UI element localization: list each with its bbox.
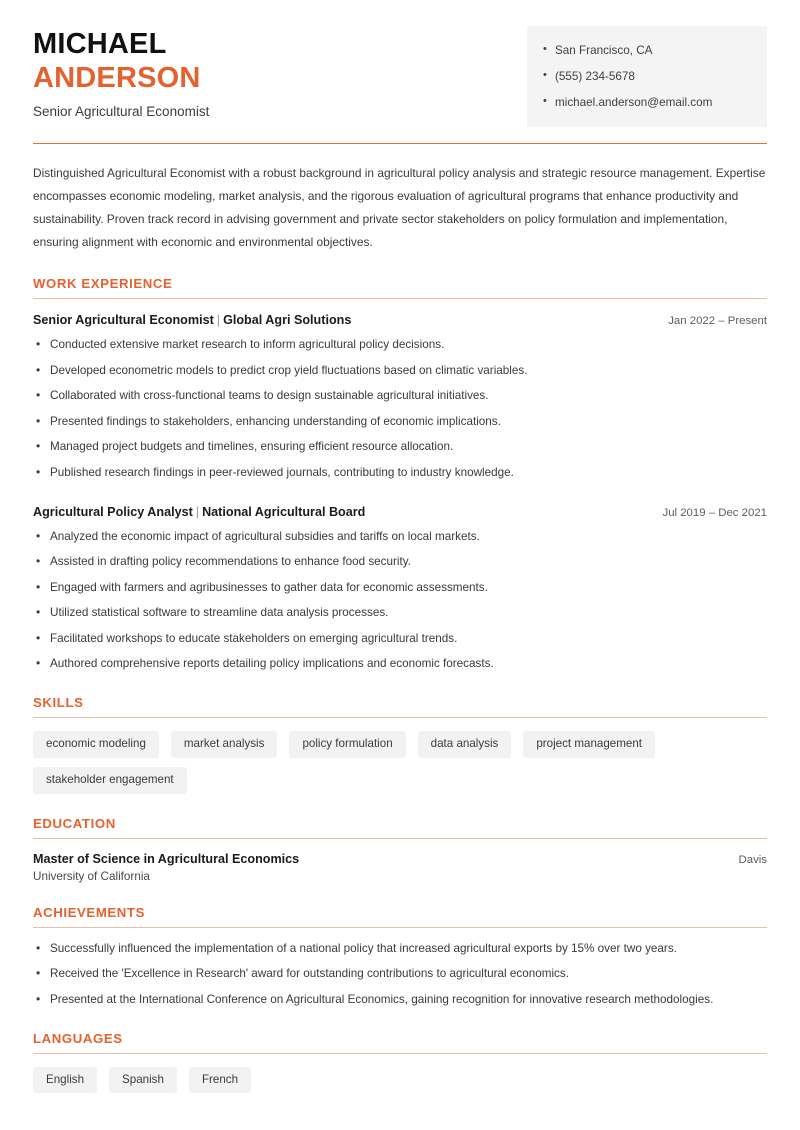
experience-date: Jul 2019 – Dec 2021	[662, 506, 767, 519]
experience-bullet: • Developed econometric models to predict crop yield fluctuations based on climatic variables.	[33, 363, 767, 380]
language-chip: French	[189, 1067, 251, 1094]
language-chip: Spanish	[109, 1067, 177, 1094]
achievements-list	[33, 941, 767, 1009]
section-education	[33, 816, 767, 883]
skills-chip-list	[33, 731, 767, 794]
achievement-item: • Presented at the International Conference on Agricultural Economics, gaining recognition for innovative research methodologies.	[33, 992, 767, 1009]
section-title-achievements: ACHIEVEMENTS	[33, 904, 145, 920]
section-rule-achievements	[33, 927, 767, 928]
experience-bullets	[33, 337, 767, 481]
contact-phone[interactable]: • (555) 234-5678	[541, 64, 751, 90]
professional-summary: Distinguished Agricultural Economist with a robust background in agricultural policy analysis and strategic resource management. Expertise encompasses economic modeling, market analysis, and the rigorous evaluation of agricultural programs that enhance productivity and sustainability. Proven track record in advising government and private sector stakeholders on policy formulation and implementation, ensuring alignment with economic and environmental objectives.	[33, 166, 766, 249]
experience-role-company	[33, 504, 365, 520]
experience-entry-header	[33, 312, 767, 328]
education-entry	[33, 852, 767, 883]
experience-entry-header	[33, 504, 767, 520]
contact-location: • San Francisco, CA	[541, 38, 751, 64]
role-company-separator: |	[216, 312, 221, 327]
section-rule-work-experience	[33, 298, 767, 299]
experience-bullet: • Engaged with farmers and agribusinesses to gather data for economic assessments.	[33, 580, 767, 597]
section-title-skills: SKILLS	[33, 695, 84, 711]
header-divider	[33, 143, 767, 144]
section-title-work-experience: WORK EXPERIENCE	[33, 275, 173, 291]
experience-bullet: • Analyzed the economic impact of agricultural subsidies and tariffs on local markets.	[33, 529, 767, 546]
experience-role: Senior Agricultural Economist	[33, 312, 214, 327]
experience-role-company	[33, 312, 351, 328]
contact-list	[541, 38, 751, 115]
education-entry-header	[33, 852, 767, 866]
achievement-item: • Successfully influenced the implementation of a national policy that increased agricultural exports by 15% over two years.	[33, 941, 767, 958]
experience-bullet: • Utilized statistical software to streamline data analysis processes.	[33, 605, 767, 622]
section-achievements	[33, 905, 767, 1009]
section-rule-skills	[33, 717, 767, 718]
experience-company: National Agricultural Board	[202, 504, 366, 519]
role-company-separator: |	[195, 504, 200, 519]
experience-bullet: • Conducted extensive market research to inform agricultural policy decisions.	[33, 337, 767, 354]
experience-bullet: • Assisted in drafting policy recommendations to enhance food security.	[33, 554, 767, 571]
experience-bullet: • Published research findings in peer-reviewed journals, contributing to industry knowledge.	[33, 465, 767, 482]
skill-chip: economic modeling	[33, 731, 159, 758]
resume-content	[0, 162, 800, 1093]
skill-chip: project management	[523, 731, 655, 758]
first-name: MICHAEL	[33, 28, 167, 60]
experience-bullet: • Authored comprehensive reports detailing policy implications and economic forecasts.	[33, 656, 767, 673]
skill-chip: policy formulation	[289, 731, 405, 758]
experience-date: Jan 2022 – Present	[668, 314, 767, 327]
experience-bullet: • Collaborated with cross-functional teams to design sustainable agricultural initiatives.	[33, 388, 767, 405]
section-title-education: EDUCATION	[33, 815, 116, 831]
skill-chip: data analysis	[418, 731, 512, 758]
experience-bullets	[33, 529, 767, 673]
skill-chip: stakeholder engagement	[33, 767, 187, 794]
resume-header	[0, 0, 800, 127]
experience-entry	[33, 504, 767, 674]
section-skills	[33, 695, 767, 794]
languages-chip-list	[33, 1067, 767, 1094]
skill-chip: market analysis	[171, 731, 278, 758]
section-rule-languages	[33, 1053, 767, 1054]
experience-role: Agricultural Policy Analyst	[33, 504, 193, 519]
experience-bullet: • Managed project budgets and timelines, ensuring efficient resource allocation.	[33, 439, 767, 456]
experience-company: Global Agri Solutions	[223, 312, 352, 327]
header-job-title: Senior Agricultural Economist	[33, 104, 210, 120]
language-chip: English	[33, 1067, 97, 1094]
education-location: Davis	[738, 853, 767, 866]
section-work-experience	[33, 276, 767, 673]
section-rule-education	[33, 838, 767, 839]
experience-bullet: • Presented findings to stakeholders, enhancing understanding of economic implications.	[33, 414, 767, 431]
education-degree: Master of Science in Agricultural Economics	[33, 851, 300, 866]
experience-entry	[33, 312, 767, 482]
section-title-languages: LANGUAGES	[33, 1030, 123, 1046]
section-languages	[33, 1031, 767, 1094]
experience-bullet: • Facilitated workshops to educate stakeholders on emerging agricultural trends.	[33, 631, 767, 648]
contact-email[interactable]: • michael.anderson@email.com	[541, 90, 751, 116]
education-school: University of California	[33, 869, 150, 883]
identity-block	[33, 26, 209, 119]
achievement-item: • Received the 'Excellence in Research' award for outstanding contributions to agricultural economics.	[33, 966, 767, 983]
contact-box	[527, 26, 767, 127]
last-name: ANDERSON	[33, 61, 201, 94]
